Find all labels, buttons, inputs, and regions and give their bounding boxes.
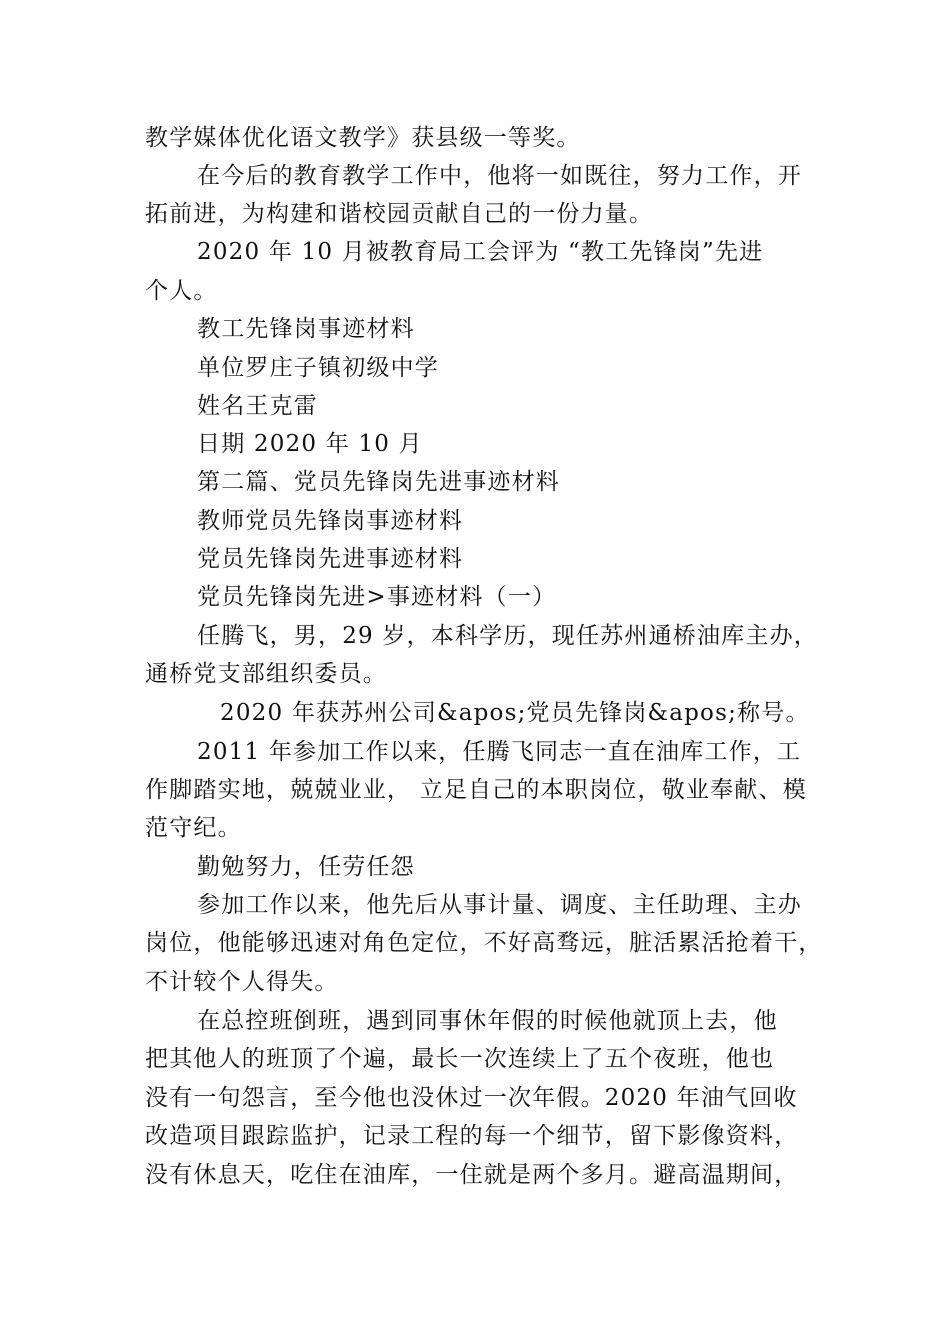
- text-line: 教学媒体优化语文教学》获县级一等奖。: [145, 125, 581, 151]
- date-line: 日期 2020 年 10 月: [197, 431, 423, 457]
- paragraph-line: 2011 年参加工作以来，任腾飞同志一直在油库工作，工: [197, 739, 802, 765]
- name-line: 姓名王克雷: [197, 393, 318, 419]
- paragraph-line: 在今后的教育教学工作中，他将一如既往，努力工作，开: [197, 163, 802, 189]
- text-line: 没有一句怨言，至今他也没休过一次年假。2020 年油气回收: [145, 1085, 798, 1111]
- paragraph-line: 参加工作以来，他先后从事计量、调度、主任助理、主办: [197, 892, 802, 918]
- text-line: 岗位，他能够迅速对角色定位，不好高骛远，脏活累活抢着干，: [145, 930, 823, 956]
- heading-line: 教工先锋岗事迹材料: [197, 316, 415, 342]
- unit-line: 单位罗庄子镇初级中学: [197, 355, 439, 381]
- section-title: 第二篇、党员先锋岗先进事迹材料: [197, 469, 560, 495]
- text-line: 范守纪。: [145, 815, 242, 841]
- text-line: 作脚踏实地，兢兢业业， 立足自己的本职岗位，敬业奉献、模: [145, 777, 807, 803]
- text-line: 拓前进，为构建和谐校园贡献自己的一份力量。: [145, 201, 654, 227]
- text-line: 不计较个人得失。: [145, 969, 339, 995]
- heading-line: 教师党员先锋岗事迹材料: [197, 508, 464, 534]
- text-line: 没有休息天，吃住在油库，一住就是两个多月。避高温期间，: [145, 1162, 799, 1188]
- text-line: 改造项目跟踪监护，记录工程的每一个细节，留下影像资料，: [145, 1123, 799, 1149]
- paragraph-line: 2020 年 10 月被教育局工会评为 “教工先锋岗”先进: [197, 239, 764, 265]
- heading-line: 党员先锋岗先进事迹材料: [197, 546, 464, 572]
- text-line: 个人。: [145, 278, 218, 304]
- paragraph-line: 任腾飞，男，29 岁，本科学历，现任苏州通桥油库主办，: [197, 623, 818, 649]
- text-line: 通桥党支部组织委员。: [145, 661, 387, 687]
- heading-line: 党员先锋岗先进>事迹材料（一）: [197, 584, 557, 610]
- paragraph-line: 在总控班倒班，遇到同事休年假的时候他就顶上去，他: [197, 1008, 778, 1034]
- award-line: 2020 年获苏州公司&apos;党员先锋岗&apos;称号。: [220, 700, 810, 726]
- text-line: 把其他人的班顶了个遍，最长一次连续上了五个夜班，他也: [145, 1046, 775, 1072]
- subheading-line: 勤勉努力，任劳任怨: [197, 854, 415, 880]
